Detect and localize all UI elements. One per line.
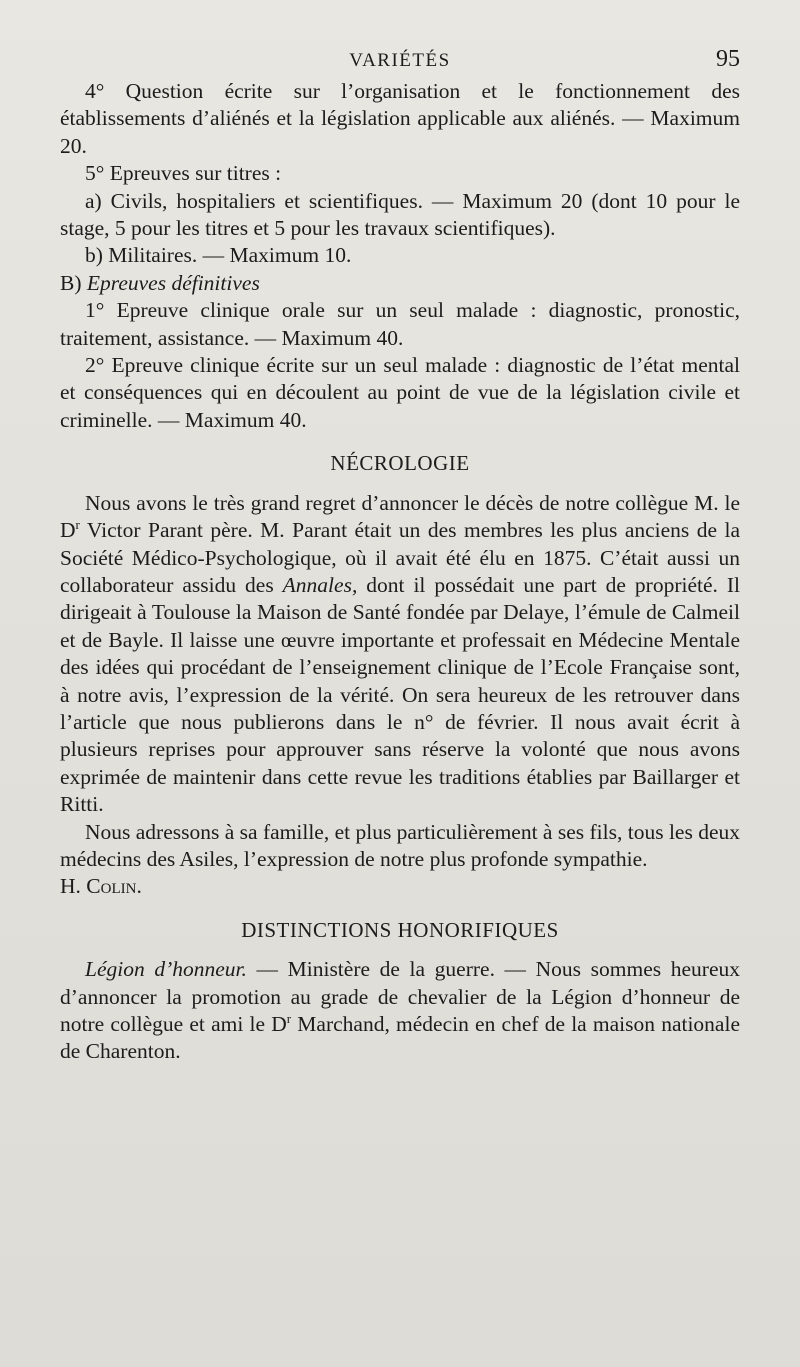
distinctions-text: — Ministère de la guerre. — Nous sommes heureux d’annoncer la promotion au grade de chevalier de la Légion d’honneur de notre collègue et ami le D [60,957,740,1036]
concours-item-4: 4° Question écrite sur l’organisation et le fonctionnement des établissements d’aliénés et la législation applicable aux aliénés. — Maximum 20. [60,79,740,158]
necrologie-paragraph-2: Nous adressons à sa famille, et plus particulièrement à ses fils, tous les deux médecins des Asiles, l’expression de notre plus profonde sympathie. [60,819,740,871]
body-text [60,78,740,1066]
definitive-heading-letter: B) [60,270,82,295]
concours-item-5: 5° Epreuves sur titres : [85,161,282,186]
necrologie-p1-start: Nous avons le très grand regret d’annoncer le décès de notre collègue M. le D [60,490,740,543]
dr-superscript: r [75,516,80,532]
distinctions-heading: DISTINCTIONS HONORIFIQUES [241,917,559,942]
distinctions-end: Marchand, médecin en chef de la maison nationale de Charenton. [60,1012,740,1064]
definitive-heading-title: Epreuves définitives [86,270,260,295]
concours-item-5a: a) Civils, hospitaliers et scientifiques. — Maximum 20 (dont 10 pour le stage, 5 pour les titres et 5 pour les travaux scientifiques). [60,188,740,241]
necrologie-p1-end: dont il possédait une part de propriété. Il dirigeait à Toulouse la Maison de Santé fondée par Delaye, l’émule de Calmeil et de Bayle. Il laisse une œuvre importante et professait en Médecine Mentale des idées qui procédant de l’enseignement clinique de l’Ecole Française sont, à notre avis, l’expression de la vérité. On sera heureux de les retrouver dans l’article que nous publierons dans le n° de février. Il nous avait écrit à plusieurs reprises pour approuver sans réserve la volonté que nous avons exprimée de maintenir dans cette revue les traditions établies par Baillarger et Ritti. [60,572,740,817]
necrologie-p1-middle: Victor Parant père. M. Parant était un des membres les plus anciens de la Société Médico-Psychologique, où il avait été élu en 1875. C’était aussi un collaborateur assidu des [60,518,740,597]
running-head [60,44,740,78]
page-number: 95 [716,46,740,72]
necrologie-heading: NÉCROLOGIE [330,451,470,476]
dr-superscript-2: r [286,1010,292,1026]
legion-honneur-lead: Légion d’honneur. [85,957,247,982]
concours-item-5b: b) Militaires. — Maximum 10. [85,243,352,268]
definitive-item-1: 1° Epreuve clinique orale sur un seul malade : diagnostic, pronostic, traitement, assistance. — Maximum 40. [60,298,740,350]
distinctions-paragraph [60,956,740,1066]
definitive-heading [60,270,740,297]
running-title: VARIÉTÉS [349,50,451,71]
annales-title: Annales, [282,572,358,597]
necrologie-paragraph-1 [60,490,740,819]
definitive-item-2: 2° Epreuve clinique écrite sur un seul malade : diagnostic de l’état mental et conséquences qui en découlent au point de vue de la législation civile et criminelle. — Maximum 40. [60,353,740,432]
signature: H. Colin. [60,874,142,899]
